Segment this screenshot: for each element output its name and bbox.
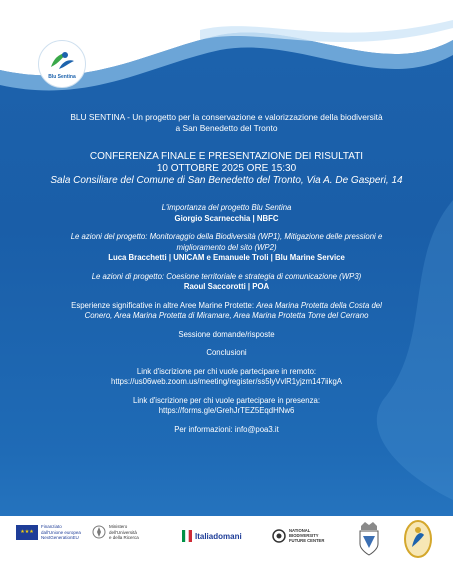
- nbfc-text-3: FUTURE CENTER: [289, 538, 325, 543]
- talk-1-title: L'importanza del progetto Blu Sentina: [161, 203, 292, 212]
- italy-flag-icon: [182, 530, 192, 542]
- mur-logo: [92, 524, 139, 541]
- blu-sentina-logo: [38, 40, 86, 88]
- comune-crest-logo: [357, 522, 381, 556]
- logo-text: Blu Sentina: [48, 73, 76, 80]
- project-title-line1: BLU SENTINA - Un progetto per la conservazione e valorizzazione della biodiversità: [70, 112, 383, 122]
- qa-session: Sessione domande/risposte: [178, 329, 275, 339]
- talk-2-title-line1: Le azioni del progetto: Monitoraggio della Biodiversità (WP1), Mitigazione delle pressioni e: [70, 232, 383, 241]
- talk-4-areas-line2: Conero, Area Marina Protetta di Miramare, Area Marina Protetta Torre del Cerrano: [84, 311, 369, 320]
- conference-venue: Sala Consiliare del Comune di San Benedetto del Tronto, Via A. De Gasperi, 14: [50, 175, 403, 186]
- info-contact: Per informazioni: info@poa3.it: [174, 424, 279, 434]
- nbfc-logo: [272, 528, 324, 543]
- town-crest-icon: [357, 522, 381, 556]
- poster-content: [0, 112, 453, 435]
- project-title-line2: a San Benedetto del Tronto: [175, 123, 278, 133]
- italiadomani-text: Italiadomani: [195, 531, 242, 541]
- footer-logos: [0, 516, 453, 566]
- talk-4: [0, 301, 453, 322]
- talk-2-speaker: Luca Bracchetti | UNICAM e Emanuele Troli | Blu Marine Service: [108, 253, 345, 262]
- conference-title: CONFERENZA FINALE E PRESENTAZIONE DEI RISULTATI: [89, 151, 364, 162]
- conclusions: Conclusioni: [206, 348, 247, 357]
- talk-3-speaker: Raoul Saccorotti | POA: [183, 282, 270, 291]
- eu-text-1: Finanziato: [41, 524, 62, 529]
- nbfc-text-2: BIODIVERSITY: [289, 533, 319, 538]
- talk-4-areas-line1: Area Marina Protetta della Costa del: [256, 300, 382, 310]
- italiadomani-logo: [182, 530, 242, 542]
- emblem-icon: [92, 524, 106, 540]
- mur-text-3: e della Ricerca: [109, 535, 139, 540]
- presence-registration-link[interactable]: https://forms.gle/GrehJrTEZ5EqdHNw6: [158, 406, 295, 415]
- eu-text-2: dall'Unione europea: [41, 529, 81, 535]
- talk-1-speaker: Giorgio Scarnecchia | NBFC: [174, 213, 279, 223]
- conference-datetime: 10 OTTOBRE 2025 ORE 15:30: [156, 163, 297, 174]
- remote-registration-link[interactable]: https://us06web.zoom.us/meeting/register/ss5lyVvlR1yjzm147iikgA: [111, 377, 342, 386]
- nbfc-circle-icon: [272, 529, 286, 543]
- presence-registration-label: Link d'iscrizione per chi vuole partecipare in presenza:: [133, 395, 320, 405]
- talk-3: [0, 272, 453, 293]
- remote-registration-label: Link d'iscrizione per chi vuole partecipare in remoto:: [136, 366, 317, 376]
- poa-emblem-icon: [403, 519, 433, 559]
- mur-text-2: dell'Università: [109, 529, 137, 535]
- eu-logo: [16, 524, 81, 541]
- talk-4-prefix: Esperienze significative in altre Aree Marine Protette:: [71, 300, 257, 310]
- mur-text-1: Ministero: [109, 524, 128, 529]
- project-title: [30, 112, 423, 134]
- talk-2-title-line2: miglioramento del sito (WP2): [176, 242, 277, 252]
- eu-text-3: NextGenerationEU: [41, 535, 79, 540]
- nbfc-text-1: NATIONAL: [289, 528, 311, 533]
- talk-3-title: Le azioni di progetto: Coesione territoriale e strategia di comunicazione (WP3): [91, 271, 362, 281]
- eu-flag-icon: ★★★: [16, 525, 38, 540]
- talk-2: [0, 232, 453, 264]
- talk-1: [0, 203, 453, 224]
- poa-logo: [403, 519, 433, 559]
- leaf-figure-icon: [47, 49, 77, 73]
